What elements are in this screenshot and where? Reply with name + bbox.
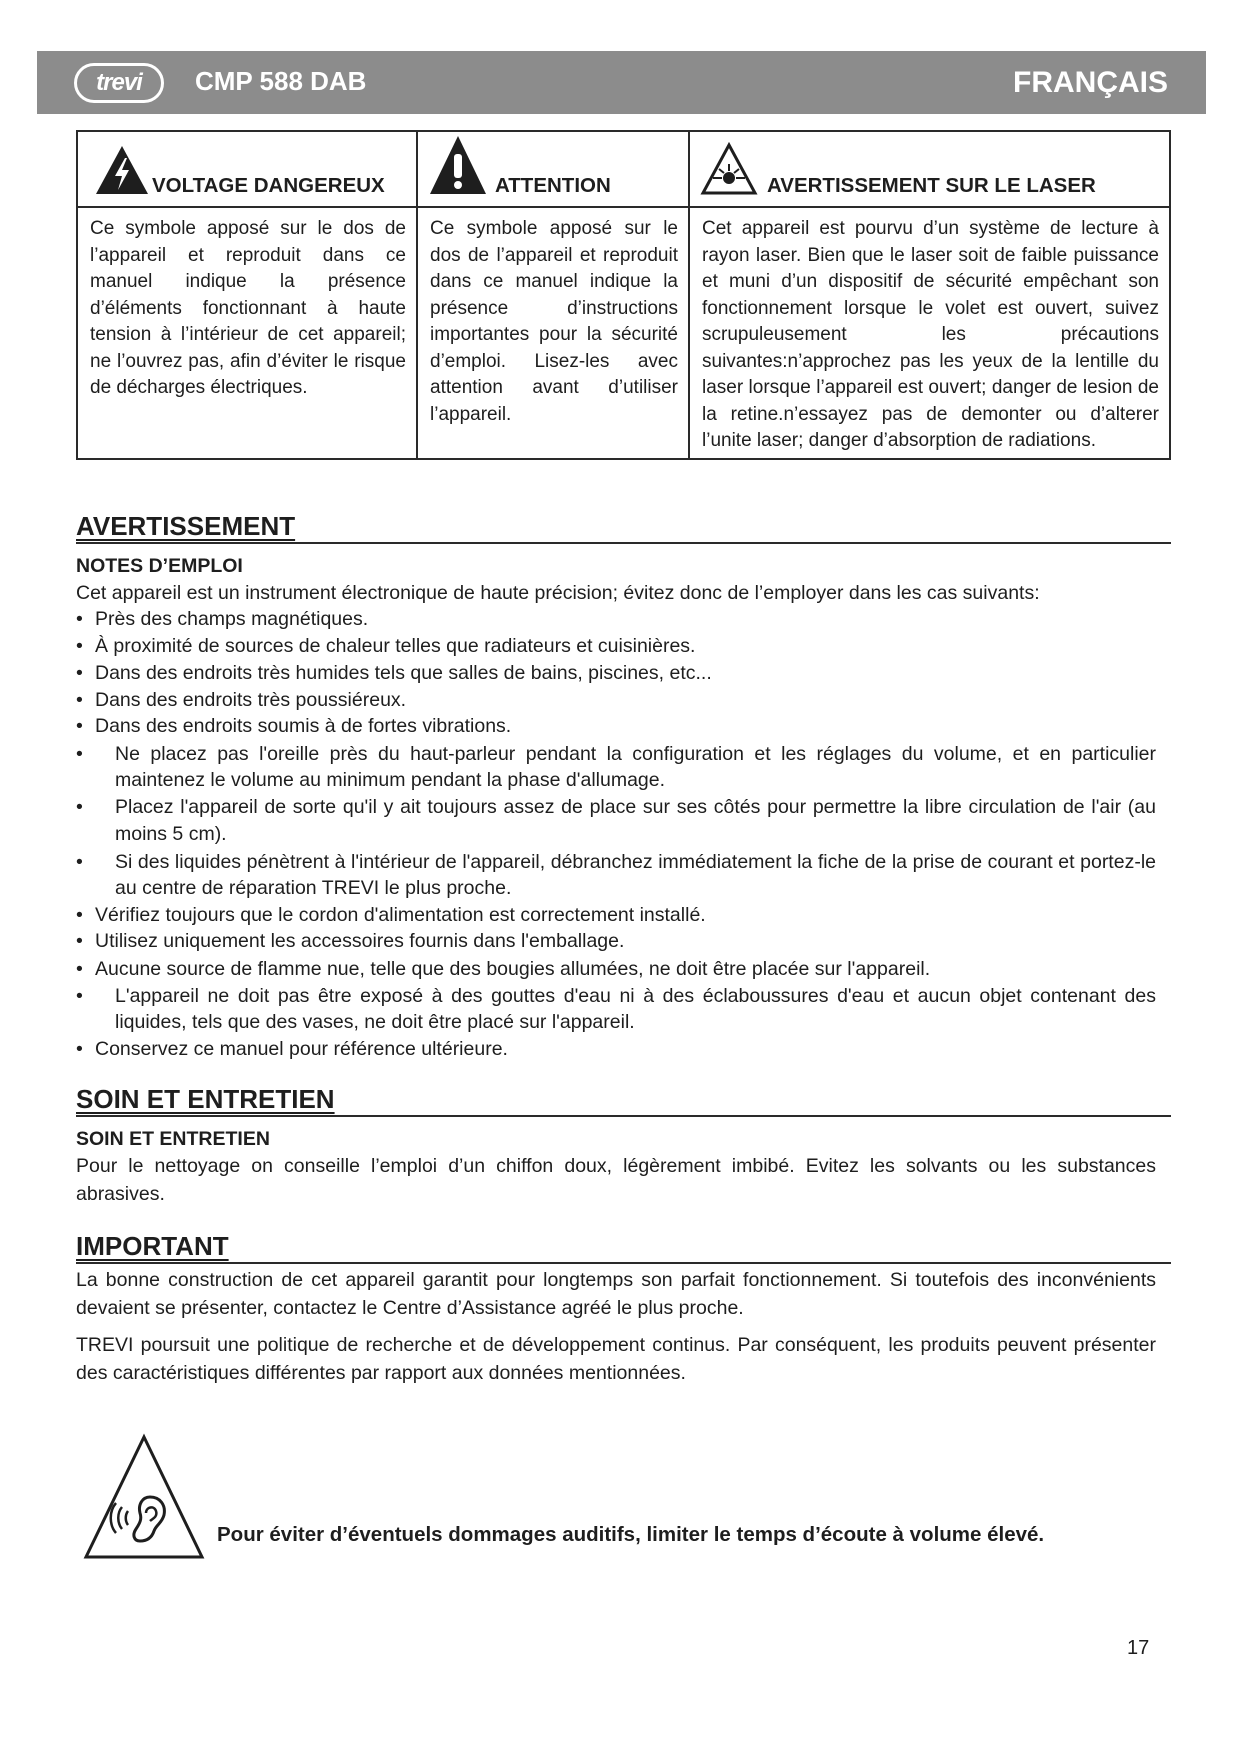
important-heading: IMPORTANT xyxy=(76,1230,1171,1264)
list-item: • Conservez ce manuel pour référence ultérieure. xyxy=(76,1036,1156,1062)
voltage-warning-cell xyxy=(78,132,418,458)
laser-warning-cell xyxy=(690,132,1169,458)
safety-symbols-table xyxy=(76,130,1171,460)
list-item: • Ne placez pas l'oreille près du haut-parleur pendant la configuration et les réglages du volume, et en particulier maintenez le volume au minimum pendant la phase d'allumage. xyxy=(76,741,1156,793)
exclamation-triangle-icon xyxy=(428,134,488,196)
page-number: 17 xyxy=(1127,1637,1150,1659)
high-voltage-triangle-icon xyxy=(94,144,150,196)
list-item: • Dans des endroits très humides tels que salles de bains, piscines, etc... xyxy=(76,660,1156,686)
notes-emploi-list xyxy=(76,606,1156,1062)
voltage-warning-header xyxy=(78,132,416,208)
soin-entretien-heading: SOIN ET ENTRETIEN xyxy=(76,1083,1171,1117)
list-item: • Près des champs magnétiques. xyxy=(76,606,1156,632)
list-item: • Aucune source de flamme nue, telle que des bougies allumées, ne doit être placée sur l'appareil. xyxy=(76,956,1156,982)
laser-warning-text: Cet appareil est pourvu d’un système de lecture à rayon laser. Bien que le laser soit de faible puissance et muni d’un dispositif de sécurité empêchant son fonctionnement lorsque le volet est ouvert, suivez scrupuleusement les précautions suivantes:n’approchez pas les yeux de la lentille du laser lorsque l’appareil est ouvert; danger de lesion de la retine.n’essayez pas de demonter ou d’alterer l’unite laser; danger d’absorption de radiations. xyxy=(702,218,1159,451)
hearing-warning-text: Pour éviter d’éventuels dommages auditifs, limiter le temps d’écoute à volume élevé. xyxy=(217,1523,1045,1546)
soin-entretien-text: Pour le nettoyage on conseille l’emploi d’un chiffon doux, légèrement imbibé. Evitez les solvants ou les substances abrasives. xyxy=(76,1155,1156,1205)
important-paragraph-1: La bonne construction de cet appareil garantit pour longtemps son parfait fonctionnement. Si toutefois des inconvénients devaient se présenter, contactez le Centre d’Assistance agréé le plus proche. xyxy=(76,1269,1156,1319)
list-item: • Dans des endroits soumis à de fortes vibrations. xyxy=(76,713,1156,739)
hearing-damage-triangle-icon xyxy=(82,1433,206,1561)
hearing-warning xyxy=(82,1433,1182,1563)
list-item: • Placez l'appareil de sorte qu'il y ait toujours assez de place sur ses côtés pour permettre la libre circulation de l'air (au moins 5 cm). xyxy=(76,794,1156,846)
laser-warning-title: AVERTISSEMENT SUR LE LASER xyxy=(767,174,1096,197)
model-name: CMP 588 DAB xyxy=(195,66,367,96)
attention-header xyxy=(418,132,688,208)
voltage-warning-title: VOLTAGE DANGEREUX xyxy=(152,174,385,197)
notes-emploi-intro: Cet appareil est un instrument électronique de haute précision; évitez donc de l’employer dans les cas suivants: xyxy=(76,582,1040,604)
notes-emploi-subheading: NOTES D’EMPLOI xyxy=(76,555,243,577)
list-item: • L'appareil ne doit pas être exposé à des gouttes d'eau ni à des éclaboussures d'eau et aucun objet contenant des liquides, tels que des vases, ne doit être placé sur l'appareil. xyxy=(76,983,1156,1035)
attention-cell xyxy=(418,132,690,458)
list-item: • À proximité de sources de chaleur telles que radiateurs et cuisinières. xyxy=(76,633,1156,659)
language-label: FRANÇAIS xyxy=(1013,66,1168,99)
voltage-warning-text: Ce symbole apposé sur le dos de l’appareil et reproduit dans ce manuel indique la présence d’éléments fonctionnant à haute tension à l’intérieur de cet appareil; ne l’ouvrez pas, afin d’éviter le risque de décharges électriques. xyxy=(90,218,406,398)
list-item: • Dans des endroits très poussiéreux. xyxy=(76,687,1156,713)
trevi-logo: trevi xyxy=(74,63,164,103)
list-item: • Si des liquides pénètrent à l'intérieur de l'appareil, débranchez immédiatement la fiche de la prise de courant et portez-le au centre de réparation TREVI le plus proche. xyxy=(76,849,1156,901)
important-paragraph-2: TREVI poursuit une politique de recherche et de développement continus. Par conséquent, les produits peuvent présenter des caractéristiques différentes par rapport aux données mentionnées. xyxy=(76,1334,1156,1384)
page-header xyxy=(37,51,1206,114)
laser-warning-header xyxy=(690,132,1169,208)
soin-entretien-subheading: SOIN ET ENTRETIEN xyxy=(76,1128,270,1150)
attention-text: Ce symbole apposé sur le dos de l’appareil et reproduit dans ce manuel indique la présence d’instructions importantes pour la sécurité d’emploi. Lisez-les avec attention avant d’utiliser l’appareil. xyxy=(430,218,678,425)
avertissement-heading: AVERTISSEMENT xyxy=(76,510,1171,544)
laser-triangle-icon xyxy=(700,142,758,196)
list-item: • Utilisez uniquement les accessoires fournis dans l'emballage. xyxy=(76,928,1156,954)
attention-title: ATTENTION xyxy=(495,174,611,197)
list-item: • Vérifiez toujours que le cordon d'alimentation est correctement installé. xyxy=(76,902,1156,928)
